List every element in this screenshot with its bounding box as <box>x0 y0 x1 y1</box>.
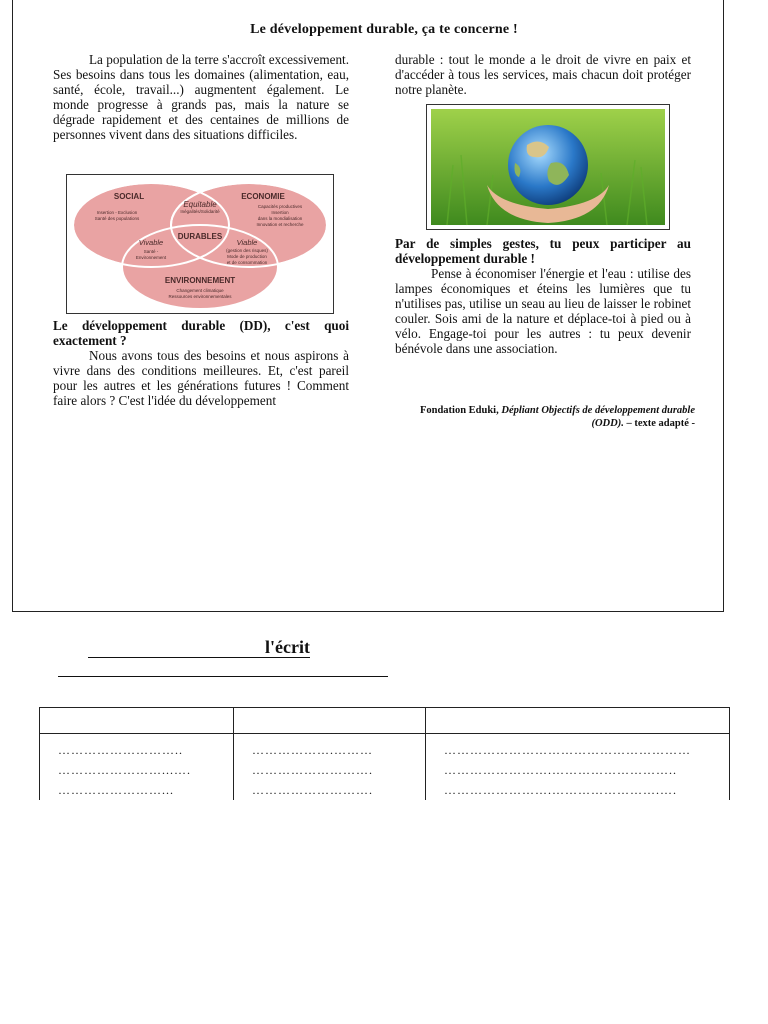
left-column <box>53 52 349 142</box>
answer-table <box>39 707 730 800</box>
source-citation <box>395 404 695 430</box>
continuation-paragraph: durable : tout le monde a le droit de vivre en paix et d'accéder à tous les services, mais chacun doit protéger notre planète. <box>395 52 691 97</box>
venn-equitable-sub: Inégalités/Solidarité <box>180 209 220 214</box>
table-header-cell[interactable] <box>40 708 234 734</box>
gestures-paragraph: Pense à économiser l'énergie et l'eau : utilise des lampes économiques et éteins les lumières que tu n'utilises pas, utilise un seau au lieu de laisser le robinet couler. Sois ami de la nature et déplace-toi à pied ou à vélo. Engage-toi pour les autres : tu peux devenir bénévole dans une association. <box>395 266 691 356</box>
venn-viable-sub2: Mode de production <box>227 254 267 259</box>
venn-viable-sub1: (gestion des risques) <box>226 248 268 253</box>
ecrit-section-label: l'écrit <box>88 637 310 658</box>
table-cell[interactable]: ………………………………………………… <box>426 734 730 761</box>
venn-vivable-sub2: Environnement <box>135 255 167 260</box>
table-cell[interactable]: ……………….……… <box>234 734 426 761</box>
table-row <box>40 734 730 761</box>
table-cell[interactable]: ………………………. <box>234 760 426 780</box>
right-column-bottom <box>395 236 691 356</box>
venn-eco-sub2: Insertion <box>271 210 289 215</box>
venn-durables-label: DURABLES <box>177 232 223 241</box>
venn-eco-sub3: dans la mondialisation <box>257 216 303 221</box>
earth-in-hands-image <box>426 104 670 230</box>
table-row <box>40 760 730 780</box>
venn-social-sub2: Santé des populations <box>94 216 140 221</box>
venn-eco-sub1: Capacités productives <box>257 204 303 209</box>
venn-env-sub1: Changement climatique <box>176 288 224 293</box>
venn-eco-sub4: Innovation et recherche <box>256 222 304 227</box>
venn-viable-sub3: et de consommation <box>226 260 268 265</box>
venn-social-sub1: Insertion - Exclusion <box>96 210 138 215</box>
table-cell[interactable]: ……………………….. <box>40 734 234 761</box>
blank-answer-line <box>58 676 388 677</box>
table-row <box>40 780 730 800</box>
left-column-bottom <box>53 318 349 408</box>
venn-environnement-label: ENVIRONNEMENT <box>164 276 236 285</box>
source-title: Dépliant Objectifs de développement durable (ODD). <box>501 405 695 429</box>
table-header-cell[interactable] <box>426 708 730 734</box>
article-title: Le développement durable, ça te concerne ! <box>250 22 518 37</box>
venn-viable-label: Viable <box>236 238 258 247</box>
table-cell[interactable]: ………………………. <box>234 780 426 800</box>
dd-paragraph: Nous avons tous des besoins et nous aspirons à vivre dans des conditions meilleures. Et, c'est pareil pour les autres et les générations futures ! Comment faire alors ? C'est l'idée du développement <box>53 348 349 408</box>
table-cell[interactable]: ……………………...…. <box>40 760 234 780</box>
table-header-cell[interactable] <box>234 708 426 734</box>
globe-shape <box>508 125 588 205</box>
table-cell[interactable]: …………………….…………………….…. <box>426 780 730 800</box>
source-author: Fondation Eduki, <box>419 405 499 416</box>
venn-economie-label: ECONOMIE <box>241 192 285 201</box>
venn-social-label: SOCIAL <box>113 192 145 201</box>
table-cell[interactable]: ……………………... <box>40 780 234 800</box>
right-column <box>395 52 691 97</box>
intro-paragraph: La population de la terre s'accroît excessivement. Ses besoins dans tous les domaines (alimentation, eau, santé, école, travail...) augmentent également. Le monde progresse à grands pas, mais la nature se dégrade rapidement et des centaines de millions de personnes vivent dans des situations difficiles. <box>53 52 349 142</box>
source-note: – texte adapté - <box>626 418 695 429</box>
table-cell[interactable]: …………………….……………………….. <box>426 760 730 780</box>
table-header-row <box>40 708 730 734</box>
venn-vivable-sub1: Santé - <box>143 249 159 254</box>
gestures-heading: Par de simples gestes, tu peux participer au développement durable ! <box>395 236 691 266</box>
venn-vivable-label: Vivable <box>138 238 164 247</box>
venn-env-sub2: Ressources environnementales <box>168 294 232 299</box>
venn-diagram <box>66 174 334 314</box>
dd-question-heading: Le développement durable (DD), c'est quoi exactement ? <box>53 318 349 348</box>
venn-equitable-label: Equitable <box>183 200 217 209</box>
